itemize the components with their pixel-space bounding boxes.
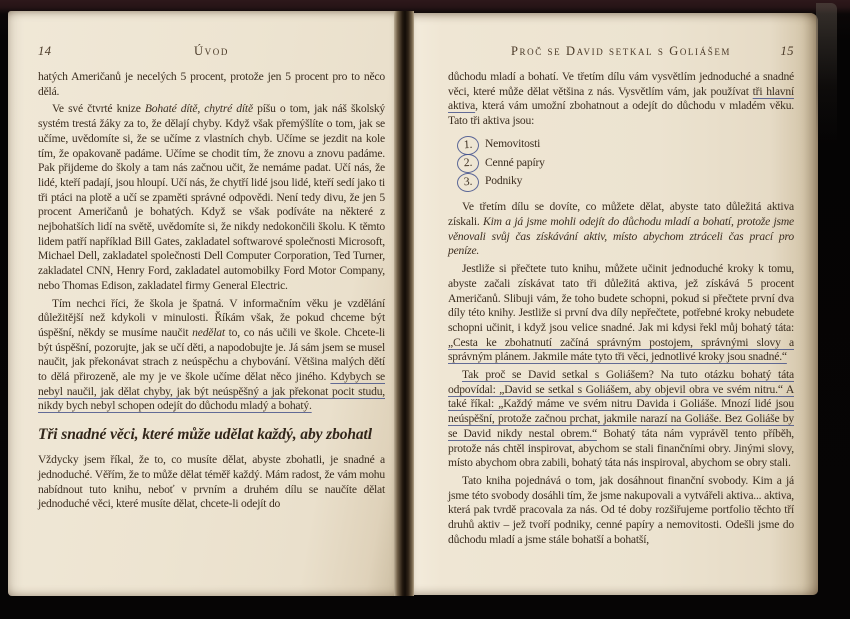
text-run: Vždycky jsem říkal, že to, co musíte dělat, abyste zbohatli, je snadné a jednoduché. Věřím, že to může dělat téměř každý. Mám radost, že vám mohu nabídnout tuto knihu, neboť v prvním a druhém dílu se naučíte dělat jednoduché věci, které musíte dělat, chcete-li odejít do — [38, 453, 385, 511]
pen-circled-number: 3. — [457, 172, 480, 192]
book-gutter — [394, 11, 414, 596]
text-run: Ve své čtvrté knize — [52, 102, 145, 116]
asset-list — [457, 136, 794, 192]
list-item — [457, 136, 794, 155]
text-run: Bohaté dítě, chytré dítě — [144, 102, 253, 116]
paragraph — [38, 453, 385, 512]
list-item-label: Cenné papíry — [485, 155, 545, 169]
book-page-left — [8, 11, 394, 596]
page-number: 14 — [38, 44, 52, 58]
paragraph — [448, 70, 794, 129]
paragraph — [38, 297, 385, 415]
pen-underlined-text: tři hlavní aktiva — [448, 84, 794, 113]
running-head: Úvod — [194, 44, 229, 58]
text-run: Bohatý táta nám vyprávěl tento příběh, protože nás chtěl inspirovat, abychom se stali finančními obry. Jinými slovy, místo abychom obra zabili, bohatý táta nás inspiroval, abychom se obry stali. — [448, 426, 794, 470]
running-head-row — [448, 44, 794, 61]
page-body — [448, 70, 794, 547]
paragraph — [448, 200, 794, 259]
text-run: důchodu mladí a bohatí. Ve třetím dílu vám vysvětlím jednoduché a snadné věci, které může dělat většina z nás. Vysvětlím vám, jak používat — [448, 70, 794, 98]
paragraph — [448, 474, 794, 548]
text-run: Ve třetím dílu se dovíte, co můžete dělat, abyste tato důležitá aktiva získali. — [448, 200, 794, 229]
section-heading: Tři snadné věci, které může udělat každý, aby zbohatl — [38, 426, 372, 444]
paragraph — [448, 262, 794, 365]
text-run: Kim a já jsme mohli odejít do důchodu mladí a bohatí, protože jsme věnovali svůj čas získávání aktiv, místo abychom ztráceli čas prací pro peníze. — [448, 215, 794, 258]
paragraph — [38, 70, 385, 99]
pen-circled-number: 1. — [457, 135, 480, 155]
pen-circled-number: 2. — [457, 153, 480, 173]
pen-underlined-text: „Cesta ke zbohatnutí začíná správným postojem, správnými slovy a správným plánem. Jakmile máte tyto tři věci, jednotlivé kroky jsou snadné.“ — [448, 335, 794, 364]
text-run: to, co nás učili ve škole. Chcete-li být úspěšní, pozorujte, jak se učí děti, a napodobujte je. Já sám jsem se musel naučit, jak překonávat strach z neúspěchu a chybování. Většina malých dětí to dělá přirozeně, ale my je ve škole učíme dělat něco jiného. — [38, 325, 385, 384]
pen-underlined-text: Tak proč se David setkal s Goliášem? Na tuto otázku bohatý táta odpovídal: „David se setkal s Goliášem, aby objevil obra ve svém nitru.“ A také říkal: „Každý máme ve svém nitru Davida i Goliáše. Mnozí lidé jsou neúspěšní, protože začnou prchat, jakmile narazí na Goliáše. Bez Goliáše by se David nikdy nestal obrem.“ — [448, 368, 794, 440]
page-number: 15 — [780, 44, 794, 58]
page-stack-edge — [816, 3, 837, 143]
paragraph — [38, 102, 385, 293]
page-body — [38, 70, 385, 512]
text-run: hatých Američanů je necelých 5 procent, protože jen 5 procent pro to něco dělá. — [38, 70, 385, 98]
list-item — [457, 173, 794, 192]
list-item — [457, 154, 794, 173]
book-page-right — [414, 13, 818, 595]
text-run: Jestliže si přečtete tuto knihu, můžete učinit jednoduché kroky k tomu, abyste začali získávat tato tři důležitá aktiva, jež získává 5 procent Američanů. Slibuji vám, že toho budete schopni, pokud si přečtete první dva díly této knihy. Jestliže si první dva díly nepřečtete, potřebné kroky nebudete schopni učinit, i když jsou velice snadné. Jak mi kdysi řekl můj bohatý táta: — [448, 262, 794, 334]
text-run: Tato kniha pojednává o tom, jak dosáhnout finanční svobody. Kim a já jsme této svobody dosáhli tím, že jsme nakupovali a vytvářeli aktiva... aktiva, která pak tvrdě pracovala za nás. Od té doby rozšiřujeme portfolio těchto tří druhů aktiv – jež tvoří podniky, cenné papíry a nemovitosti. Odešli jsme do důchodu mladí a jsme stále bohatší a bohatší, — [448, 473, 794, 546]
text-run: , která vám umožní zbohatnout a odejít do důchodu v mladém věku. Tato tři aktiva jsou: — [448, 99, 794, 128]
text-run: píšu o tom, jak náš školský systém trestá žáky za to, že dělají chyby. Když však přemýšlíte o tom, jak se učíme, uvědomíte si, že se učíme z vlastních chyb. Učíme se jezdit na kole tím, že opakovaně padáme. Učíme se chodit tím, že znovu a znovu padáme. Pak přijdeme do školy a tam nás začnou učit, že nemáme padat. Učí nás, že lidé, kteří padají, jsou hloupí. Učí nás, že chytří lidé jsou lidé, kteří sedí jako ti tři ptáci na plotě a učí se zpaměti správné odpovědi. Není tedy divu, že jen 5 procent Američanů je bohatých. Když se však podíváte na některé z nejbohatších lidí na světě, uvědomíte si, že nikdy nedokončili školu. K těmto lidem patří například Bill Gates, zakladatel softwarové společnosti Microsoft, Michael Dell, zakladatel společnosti Dell Computer Corporation, Ted Turner, zakladatel CNN, Henry Ford, zakladatel automobilky Ford Motor Company, nebo Thomas Edison, zakladatel firmy General Electric. — [38, 102, 386, 292]
pen-underlined-text: Kdybych se nebyl naučil, jak dělat chyby, jak být neúspěšný a jak překonat pocit studu, nikdy bych nebyl schopen odejít do důchodu mladý a bohatý. — [38, 370, 385, 413]
text-run: Tím nechci říci, že škola je špatná. V informačním věku je vzdělání důležitější než kdykoli v minulosti. Říkám však, že pokud chceme být úspěšní, někdy se musíme naučit — [38, 296, 385, 339]
list-item-label: Nemovitosti — [485, 137, 541, 151]
list-item-label: Podniky — [485, 174, 523, 188]
running-head: Proč se David setkal s Goliášem — [510, 44, 732, 58]
text-run: nedělat — [192, 325, 225, 339]
paragraph — [448, 368, 794, 471]
running-head-row — [38, 44, 385, 61]
